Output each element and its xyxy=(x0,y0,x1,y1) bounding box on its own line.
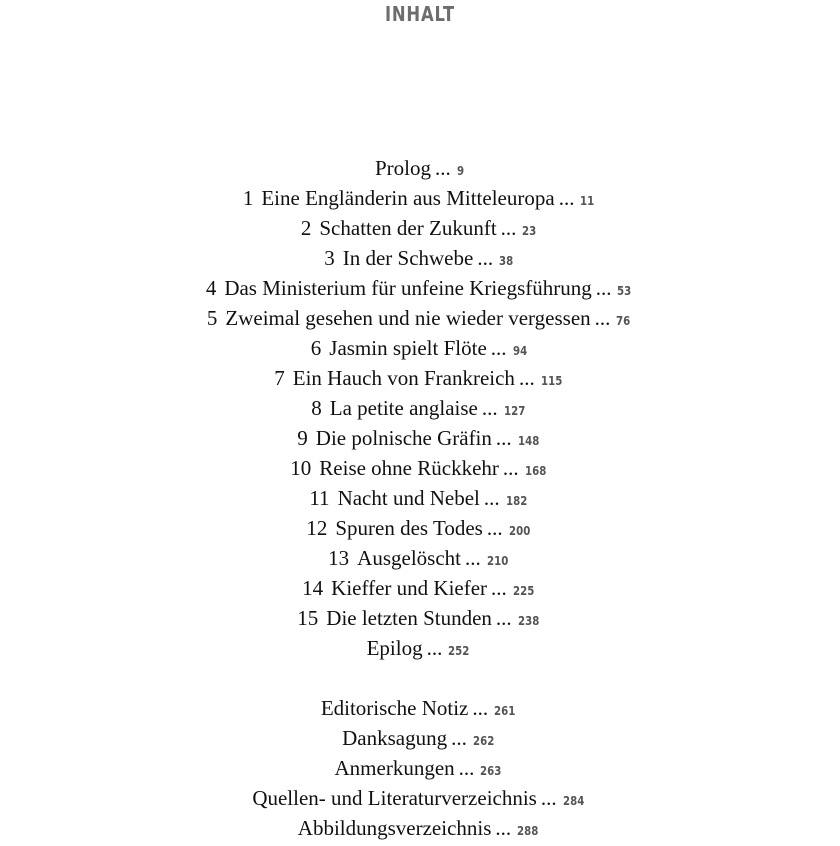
toc-entry-title: Ein Hauch von Frankreich xyxy=(292,366,515,390)
toc-page-number: 53 xyxy=(617,284,632,298)
toc-leader-dots: ... xyxy=(540,786,557,810)
toc-entry-chapter-2[interactable] xyxy=(0,213,840,243)
toc-entry-title: Jasmin spielt Flöte xyxy=(329,336,487,360)
toc-entry-abbildungsverzeichnis[interactable] xyxy=(0,813,840,843)
toc-page-number: 238 xyxy=(517,614,539,628)
toc-entry-danksagung[interactable] xyxy=(0,723,840,753)
toc-chapter-number: 2 xyxy=(300,216,312,240)
toc-leader-dots: ... xyxy=(495,606,512,630)
toc-leader-dots: ... xyxy=(486,516,503,540)
toc-page-number: 127 xyxy=(503,404,525,418)
toc-entry-chapter-13[interactable] xyxy=(0,543,840,573)
toc-entry-title: Die letzten Stunden xyxy=(326,606,492,630)
toc-chapter-number: 7 xyxy=(274,366,285,390)
toc-entry-title: La petite anglaise xyxy=(329,396,478,420)
toc-entry-title: Zweimal gesehen und nie wieder vergessen xyxy=(225,306,591,330)
toc-page-number: 288 xyxy=(517,824,539,838)
toc-chapter-number: 3 xyxy=(324,246,335,270)
toc-entry-title: Die polnische Gräfin xyxy=(315,426,492,450)
toc-leader-dots: ... xyxy=(495,426,512,450)
toc-leader-dots: ... xyxy=(434,156,451,180)
toc-entry-quellen[interactable] xyxy=(0,783,840,813)
toc-entry-chapter-5[interactable] xyxy=(0,303,840,333)
toc-leader-dots: ... xyxy=(477,246,494,270)
toc-chapter-number: 12 xyxy=(306,516,328,540)
toc-entry-editorische-notiz[interactable] xyxy=(0,693,840,723)
toc-leader-dots: ... xyxy=(451,726,467,750)
toc-entry-chapter-6[interactable] xyxy=(0,333,840,363)
toc-entry-title: In der Schwebe xyxy=(342,246,474,270)
toc-page-number: 182 xyxy=(505,494,527,508)
table-of-contents xyxy=(0,153,840,843)
toc-entry-chapter-9[interactable] xyxy=(0,423,840,453)
toc-chapter-number: 10 xyxy=(290,456,312,480)
toc-chapter-number: 8 xyxy=(311,396,322,420)
toc-entry-chapter-10[interactable] xyxy=(0,453,840,483)
toc-entry-chapter-7[interactable] xyxy=(0,363,840,393)
toc-entry-title: Reise ohne Rückkehr xyxy=(319,456,499,480)
toc-leader-dots: ... xyxy=(483,486,500,510)
toc-page-number: 262 xyxy=(472,734,495,748)
toc-entry-title: Epilog xyxy=(366,636,423,660)
toc-page-number: 11 xyxy=(580,194,595,208)
toc-page-number: 263 xyxy=(480,764,502,778)
toc-page-number: 168 xyxy=(524,464,546,478)
toc-entry-title: Danksagung xyxy=(342,726,448,750)
toc-leader-dots: ... xyxy=(458,756,475,780)
section-spacer xyxy=(0,663,840,693)
toc-entry-title: Kieffer und Kiefer xyxy=(331,576,488,600)
toc-entry-epilog[interactable] xyxy=(0,633,840,663)
toc-chapter-number: 6 xyxy=(310,336,322,360)
toc-chapter-number: 9 xyxy=(297,426,308,450)
toc-entry-anmerkungen[interactable] xyxy=(0,753,840,783)
toc-entry-title: Quellen- und Literaturverzeichnis xyxy=(252,786,537,810)
toc-page-number: 252 xyxy=(448,644,470,658)
toc-entry-title: Eine Engländerin aus Mitteleuropa xyxy=(261,186,555,210)
toc-page-number: 148 xyxy=(517,434,539,448)
toc-leader-dots: ... xyxy=(491,576,507,600)
toc-entry-chapter-1[interactable] xyxy=(0,183,840,213)
toc-page-number: 261 xyxy=(494,704,516,718)
toc-chapter-number: 4 xyxy=(205,276,217,300)
toc-leader-dots: ... xyxy=(495,816,512,840)
toc-page-number: 9 xyxy=(456,164,464,178)
toc-chapter-number: 15 xyxy=(297,606,319,630)
toc-leader-dots: ... xyxy=(518,366,535,390)
toc-leader-dots: ... xyxy=(595,276,612,300)
toc-entry-title: Editorische Notiz xyxy=(320,696,469,720)
toc-entry-title: Nacht und Nebel xyxy=(337,486,480,510)
toc-entry-chapter-14[interactable] xyxy=(0,573,840,603)
toc-page-number: 115 xyxy=(540,374,562,388)
toc-entry-title: Ausgelöscht xyxy=(357,546,461,570)
toc-chapter-number: 14 xyxy=(302,576,324,600)
toc-chapter-number: 5 xyxy=(206,306,218,330)
toc-leader-dots: ... xyxy=(481,396,498,420)
toc-entry-title: Spuren des Todes xyxy=(335,516,483,540)
toc-leader-dots: ... xyxy=(490,336,507,360)
toc-entry-chapter-11[interactable] xyxy=(0,483,840,513)
toc-page-number: 76 xyxy=(616,314,631,328)
toc-page-number: 284 xyxy=(562,794,584,808)
toc-page-number: 38 xyxy=(499,254,514,268)
toc-leader-dots: ... xyxy=(594,306,611,330)
toc-page-number: 210 xyxy=(486,554,509,568)
toc-page-number: 225 xyxy=(512,584,535,598)
toc-entry-title: Anmerkungen xyxy=(334,756,455,780)
toc-entry-chapter-3[interactable] xyxy=(0,243,840,273)
toc-chapter-number: 13 xyxy=(328,546,350,570)
toc-leader-dots: ... xyxy=(426,636,443,660)
toc-entry-title: Schatten der Zukunft xyxy=(319,216,497,240)
toc-page-number: 23 xyxy=(522,224,537,238)
toc-leader-dots: ... xyxy=(500,216,517,240)
toc-entry-prolog[interactable] xyxy=(0,153,840,183)
toc-chapter-number: 1 xyxy=(242,186,254,210)
toc-page-number: 94 xyxy=(512,344,527,358)
toc-leader-dots: ... xyxy=(502,456,519,480)
toc-entry-chapter-4[interactable] xyxy=(0,273,840,303)
toc-leader-dots: ... xyxy=(472,696,489,720)
toc-entry-title: Abbildungsverzeichnis xyxy=(297,816,492,840)
toc-entry-title: Das Ministerium für unfeine Kriegsführung xyxy=(224,276,592,300)
toc-leader-dots: ... xyxy=(465,546,481,570)
toc-entry-chapter-12[interactable] xyxy=(0,513,840,543)
toc-chapter-number: 11 xyxy=(309,486,330,510)
toc-page-number: 200 xyxy=(508,524,530,538)
toc-entry-chapter-8[interactable] xyxy=(0,393,840,423)
toc-leader-dots: ... xyxy=(558,186,575,210)
page-title: INHALT xyxy=(384,2,456,26)
toc-entry-title: Prolog xyxy=(374,156,431,180)
toc-entry-chapter-15[interactable] xyxy=(0,603,840,633)
